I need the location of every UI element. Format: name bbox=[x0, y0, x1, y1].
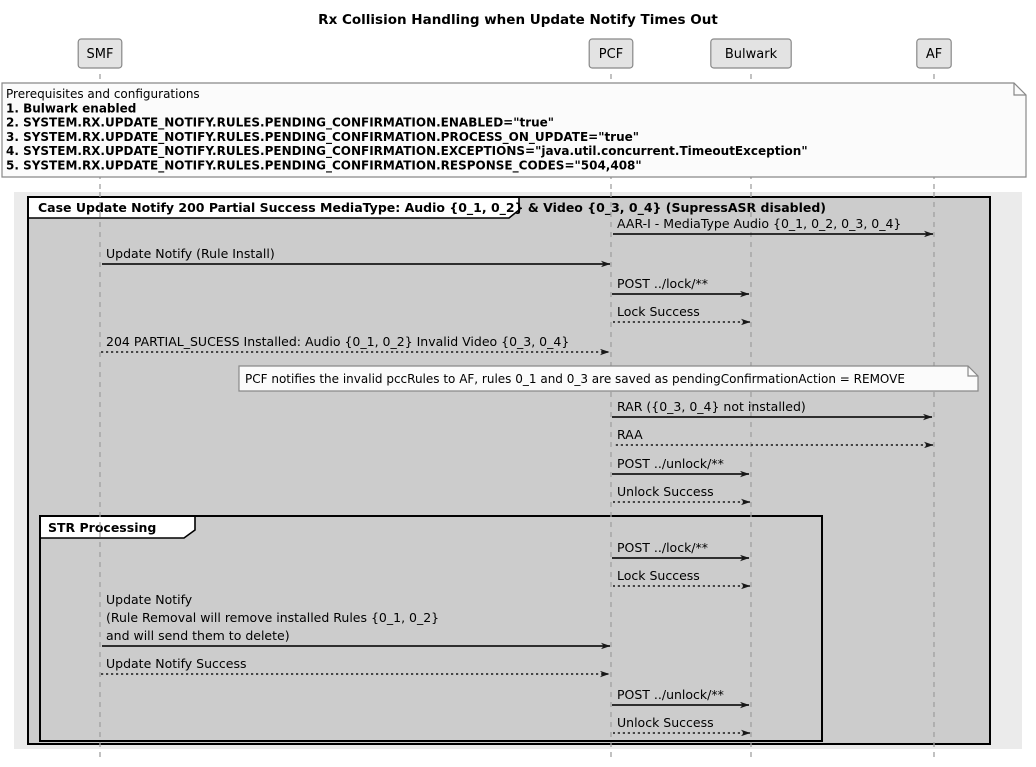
case-frame-label: Case Update Notify 200 Partial Success MediaType: Audio {0_1, 0_2} & Video {0_3, 0_4} (SupressASR disabled) bbox=[38, 200, 826, 215]
participant-af[interactable] bbox=[917, 39, 951, 68]
note-line: 3. SYSTEM.RX.UPDATE_NOTIFY.RULES.PENDING_CONFIRMATION.PROCESS_ON_UPDATE="true" bbox=[6, 129, 640, 144]
message-label: POST ../unlock/** bbox=[617, 687, 724, 702]
participant-label: PCF bbox=[598, 47, 624, 62]
participant-label: Bulwark bbox=[724, 47, 778, 62]
pcf-notify-note bbox=[239, 366, 978, 391]
participant-smf[interactable] bbox=[78, 39, 122, 68]
participant-bulwark[interactable] bbox=[711, 39, 791, 68]
message-label: RAA bbox=[617, 427, 643, 442]
message-label: Lock Success bbox=[617, 304, 700, 319]
note-line: Prerequisites and configurations bbox=[6, 87, 200, 101]
message-label: Update Notify (Rule Install) bbox=[106, 246, 275, 261]
participant-label: SMF bbox=[86, 47, 114, 62]
message-label: 204 PARTIAL_SUCESS Installed: Audio {0_1, 0_2} Invalid Video {0_3, 0_4} bbox=[106, 334, 570, 349]
message-label: POST ../lock/** bbox=[617, 276, 709, 291]
note-line: 1. Bulwark enabled bbox=[6, 101, 137, 116]
message-label: AAR-I - MediaType Audio {0_1, 0_2, 0_3, 0_4} bbox=[617, 216, 902, 231]
message-label: and will send them to delete) bbox=[106, 628, 290, 643]
note-line: PCF notifies the invalid pccRules to AF, rules 0_1 and 0_3 are saved as pendingConfirmationAction = REMOVE bbox=[245, 372, 905, 386]
message-label: POST ../lock/** bbox=[617, 540, 709, 555]
participant-pcf[interactable] bbox=[589, 39, 633, 68]
message-label: Unlock Success bbox=[617, 715, 714, 730]
note-line: 4. SYSTEM.RX.UPDATE_NOTIFY.RULES.PENDING_CONFIRMATION.EXCEPTIONS="java.util.concurrent.TimeoutException" bbox=[6, 144, 808, 159]
message-label: Update Notify Success bbox=[106, 656, 247, 671]
message-label: Unlock Success bbox=[617, 484, 714, 499]
message-label: (Rule Removal will remove installed Rules {0_1, 0_2} bbox=[106, 610, 440, 625]
participant-label: AF bbox=[925, 47, 943, 62]
prerequisites-note bbox=[2, 83, 1026, 177]
participants-layer bbox=[78, 39, 951, 68]
message-label: Update Notify bbox=[106, 592, 193, 607]
note-line: 5. SYSTEM.RX.UPDATE_NOTIFY.RULES.PENDING_CONFIRMATION.RESPONSE_CODES="504,408" bbox=[6, 158, 642, 173]
str-frame-label: STR Processing bbox=[48, 520, 157, 535]
message-label: POST ../unlock/** bbox=[617, 456, 724, 471]
page-title: Rx Collision Handling when Update Notify Times Out bbox=[318, 12, 718, 28]
message-label: RAR ({0_3, 0_4} not installed) bbox=[617, 399, 806, 414]
note-line: 2. SYSTEM.RX.UPDATE_NOTIFY.RULES.PENDING_CONFIRMATION.ENABLED="true" bbox=[6, 115, 555, 130]
message-label: Lock Success bbox=[617, 568, 700, 583]
